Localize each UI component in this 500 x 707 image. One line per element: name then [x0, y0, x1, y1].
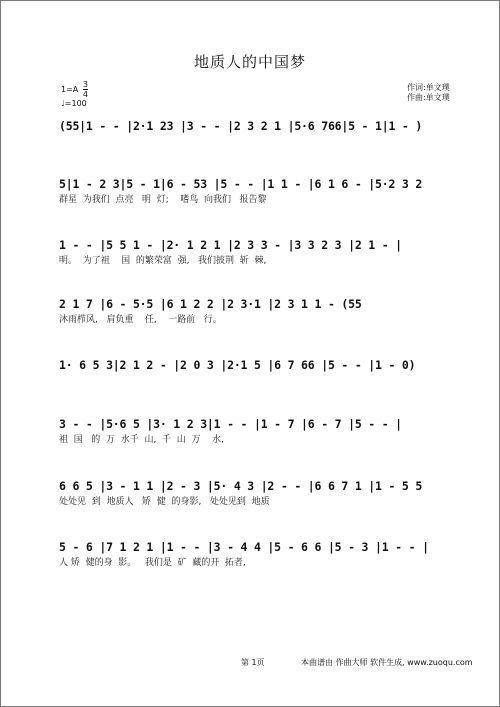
notes-line: 5 - 6 |7 1 2 1 |1 - - |3 - 4 4 |5 - 6 6 |5 - 3 |1 - - |	[59, 540, 429, 554]
lyrics-line: 祖 国 的 万 水千 山, 千 山 万 水,	[59, 435, 224, 445]
staff-line	[59, 540, 469, 569]
key-signature: 1=A	[61, 85, 79, 94]
lyrics-line: 人 矫 健的身 影。 我们是 矿 藏的开 拓者,	[59, 558, 246, 568]
staff-line	[59, 417, 469, 446]
notes-line: 5|1 - 2 3|5 - 1|6 - 53 |5 - - |1 1 - |6 1 6 - |5·2 3 2	[59, 177, 423, 191]
notes-line: 1 - - |5 5 1 - |2· 1 2 1 |2 3 3 - |3 3 2 3 |2 1 - |	[59, 238, 402, 252]
software-credit: 本曲谱由 作曲大师 软件生成, www.zuoqu.com	[301, 658, 473, 667]
staff-line	[59, 358, 469, 376]
page-number: 第 1页	[241, 658, 265, 667]
time-signature-top: 3	[82, 80, 88, 89]
composer: 作曲:单文璞	[407, 93, 450, 102]
staff-line	[59, 297, 469, 326]
staff-line	[59, 177, 469, 206]
staff-line	[59, 238, 469, 267]
time-signature-bottom: 4	[82, 90, 88, 99]
lyrics-line: 处处见 到 地质人 矫 健 的身影, 处处见到 地质	[59, 497, 270, 507]
notes-line: 1· 6 5 3|2 1 2 - |2 0 3 |2·1 5 |6 7 66 |5 - - |1 - 0)	[59, 358, 416, 372]
key-time-row	[61, 80, 88, 99]
notes-line: 6 6 5 |3 - 1 1 |2 - 3 |5· 4 3 |2 - - |6 6 7 1 |1 - 5 5	[59, 479, 423, 493]
lyrics-line: 明。 为了祖 国 的繁荣富 强, 我们披荆 斩 棘,	[59, 256, 267, 266]
time-signature	[83, 80, 88, 99]
score-title: 地质人的中国梦	[193, 53, 306, 71]
staff-line	[59, 479, 469, 508]
notes-line: 2 1 7 |6 - 5·5 |6 1 2 2 |2 3·1 |2 3 1 1 - (55	[59, 297, 362, 311]
key-tempo-block	[61, 80, 88, 109]
notes-line: (55|1 - - |2·1 23 |3 - - |2 3 2 1 |5·6 766|5 - 1|1 - )	[59, 119, 423, 133]
lyricist: 作词:单文璞	[407, 83, 450, 92]
lyrics-line: 群星 为我们 点亮 明 灯; 嗜鸟 向我们 报告黎	[59, 195, 267, 205]
credits-block	[407, 83, 450, 103]
tempo-marking: ♩=100	[61, 99, 87, 108]
staff-line	[59, 119, 469, 137]
lyrics-line: 沐雨栉风, 肩负重 任, 一路前 行。	[59, 315, 222, 325]
notes-line: 3 - - |5·6 5 |3· 1 2 3|1 - - |1 - 7 |6 - 7 |5 - - |	[59, 417, 402, 431]
